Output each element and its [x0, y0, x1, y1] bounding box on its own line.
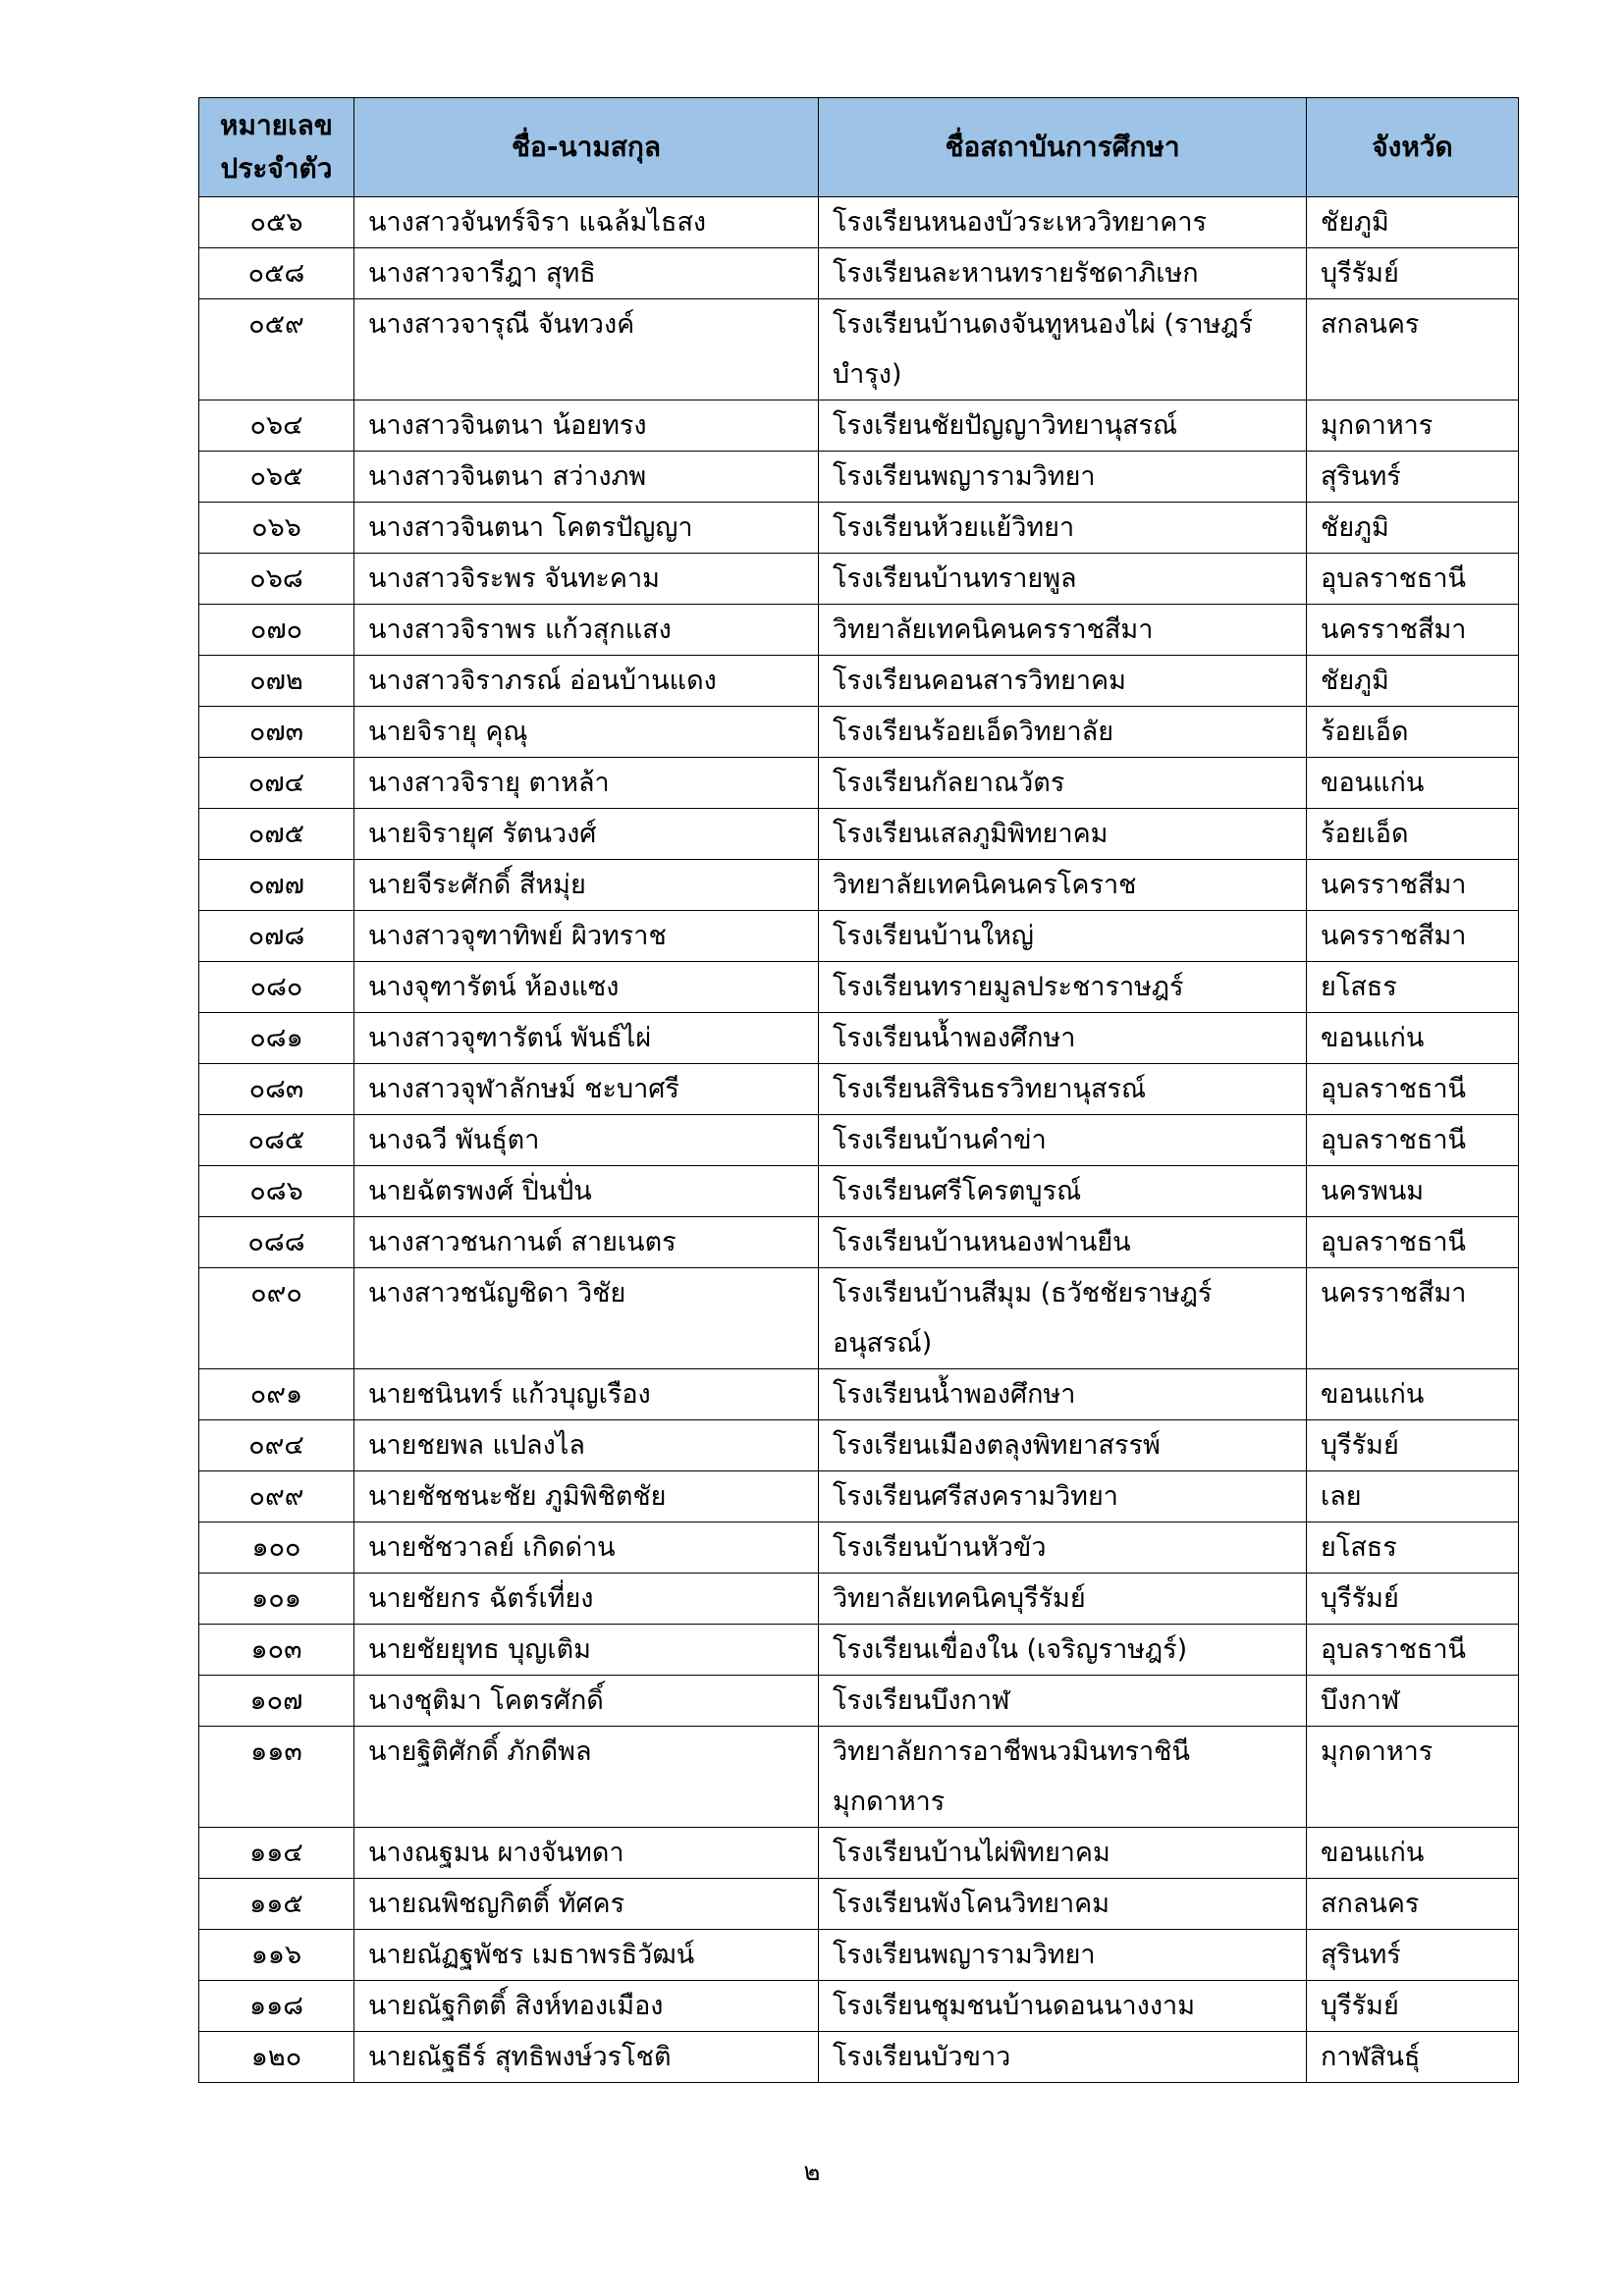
province-cell: อุบลราชธานี — [1307, 1115, 1519, 1166]
province-cell: มุกดาหาร — [1307, 400, 1519, 452]
id-cell: ๐๗๗ — [199, 860, 354, 911]
school-cell: โรงเรียนน้ำพองศึกษา — [819, 1013, 1307, 1064]
name-cell: นายชัชชนะชัย ภูมิพิชิตชัย — [354, 1471, 819, 1522]
school-cell: โรงเรียนบ้านทรายพูล — [819, 554, 1307, 605]
id-cell: ๑๒๐ — [199, 2032, 354, 2083]
school-cell: โรงเรียนชุมชนบ้านดอนนางงาม — [819, 1981, 1307, 2032]
table-body — [199, 197, 1519, 2083]
id-cell: ๐๖๔ — [199, 400, 354, 452]
name-cell: นางสาวจินตนา น้อยทรง — [354, 400, 819, 452]
id-cell: ๐๘๐ — [199, 962, 354, 1013]
table-row — [199, 1268, 1519, 1369]
province-cell: ขอนแก่น — [1307, 758, 1519, 809]
school-cell: โรงเรียนพญารามวิทยา — [819, 452, 1307, 503]
table-row — [199, 758, 1519, 809]
table-row — [199, 2032, 1519, 2083]
school-cell: โรงเรียนสิรินธรวิทยานุสรณ์ — [819, 1064, 1307, 1115]
table-row — [199, 197, 1519, 248]
table-row — [199, 299, 1519, 400]
name-cell: นางจุฑารัตน์ ห้องแซง — [354, 962, 819, 1013]
province-cell: บึงกาฬ — [1307, 1676, 1519, 1727]
table-row — [199, 503, 1519, 554]
table-row — [199, 1930, 1519, 1981]
name-cell: นายจิรายุ คุณุ — [354, 707, 819, 758]
table-row — [199, 1471, 1519, 1522]
id-cell: ๐๖๖ — [199, 503, 354, 554]
table-row — [199, 248, 1519, 299]
id-cell: ๑๑๘ — [199, 1981, 354, 2032]
province-cell: บุรีรัมย์ — [1307, 248, 1519, 299]
id-cell: ๑๑๕ — [199, 1879, 354, 1930]
name-cell: นางสาวจันทร์จิรา แฉล้มไธสง — [354, 197, 819, 248]
table-row — [199, 1625, 1519, 1676]
name-cell: นายฐิติศักดิ์ ภักดีพล — [354, 1727, 819, 1828]
id-cell: ๑๑๓ — [199, 1727, 354, 1828]
school-cell: โรงเรียนบ้านดงจันทูหนองไผ่ (ราษฎร์บำรุง) — [819, 299, 1307, 400]
province-cell: ขอนแก่น — [1307, 1369, 1519, 1420]
table-row — [199, 1828, 1519, 1879]
id-cell: ๐๖๘ — [199, 554, 354, 605]
school-cell: วิทยาลัยการอาชีพนวมินทราชินี มุกดาหาร — [819, 1727, 1307, 1828]
province-cell: อุบลราชธานี — [1307, 1625, 1519, 1676]
id-cell: ๐๗๕ — [199, 809, 354, 860]
table-row — [199, 1727, 1519, 1828]
table-row — [199, 860, 1519, 911]
table-row — [199, 1369, 1519, 1420]
school-cell: โรงเรียนน้ำพองศึกษา — [819, 1369, 1307, 1420]
province-cell: ยโสธร — [1307, 1522, 1519, 1574]
table-row — [199, 911, 1519, 962]
name-cell: นายณัฐธีร์ สุทธิพงษ์วรโชติ — [354, 2032, 819, 2083]
id-cell: ๑๐๗ — [199, 1676, 354, 1727]
name-cell: นางสาวจุฑาทิพย์ ผิวทราช — [354, 911, 819, 962]
school-cell: โรงเรียนศรีโครตบูรณ์ — [819, 1166, 1307, 1217]
table-row — [199, 656, 1519, 707]
name-cell: นางสาวจิราภรณ์ อ่อนบ้านแดง — [354, 656, 819, 707]
table-row — [199, 452, 1519, 503]
school-cell: โรงเรียนละหานทรายรัชดาภิเษก — [819, 248, 1307, 299]
id-cell: ๐๗๘ — [199, 911, 354, 962]
registration-list — [198, 97, 1518, 2083]
table-row — [199, 1013, 1519, 1064]
id-cell: ๐๗๐ — [199, 605, 354, 656]
school-cell: โรงเรียนบ้านคำข่า — [819, 1115, 1307, 1166]
province-cell: กาฬสินธุ์ — [1307, 2032, 1519, 2083]
school-cell: โรงเรียนห้วยแย้วิทยา — [819, 503, 1307, 554]
name-cell: นายชัยกร ฉัตร์เที่ยง — [354, 1574, 819, 1625]
id-cell: ๐๙๐ — [199, 1268, 354, 1369]
province-cell: อุบลราชธานี — [1307, 1217, 1519, 1268]
id-cell: ๑๐๐ — [199, 1522, 354, 1574]
school-cell: โรงเรียนบัวขาว — [819, 2032, 1307, 2083]
name-cell: นางสาวจารุณี จันทวงค์ — [354, 299, 819, 400]
id-cell: ๐๙๔ — [199, 1420, 354, 1471]
table-row — [199, 1574, 1519, 1625]
province-cell: ร้อยเอ็ด — [1307, 707, 1519, 758]
name-cell: นายชยพล แปลงไล — [354, 1420, 819, 1471]
id-cell: ๐๙๑ — [199, 1369, 354, 1420]
province-cell: นครพนม — [1307, 1166, 1519, 1217]
participant-table — [198, 97, 1519, 2083]
name-cell: นายณัฏฐพัชร เมธาพรธิวัฒน์ — [354, 1930, 819, 1981]
province-cell: บุรีรัมย์ — [1307, 1574, 1519, 1625]
id-cell: ๐๘๖ — [199, 1166, 354, 1217]
name-cell: นางสาวจุฑารัตน์ พันธ์ไผ่ — [354, 1013, 819, 1064]
id-cell: ๐๕๙ — [199, 299, 354, 400]
name-cell: นางสาวจิระพร จันทะคาม — [354, 554, 819, 605]
name-cell: นายณัฐกิตติ์ สิงห์ทองเมือง — [354, 1981, 819, 2032]
school-cell: โรงเรียนบ้านหนองฟานยืน — [819, 1217, 1307, 1268]
table-row — [199, 1064, 1519, 1115]
school-cell: โรงเรียนบ้านหัวขัว — [819, 1522, 1307, 1574]
name-cell: นายชัยยุทธ บุญเติม — [354, 1625, 819, 1676]
name-cell: นางสาวจุฬาลักษม์ ชะบาศรี — [354, 1064, 819, 1115]
id-cell: ๐๘๑ — [199, 1013, 354, 1064]
school-cell: โรงเรียนคอนสารวิทยาคม — [819, 656, 1307, 707]
header-name: ชื่อ-นามสกุล — [354, 98, 819, 197]
province-cell: ร้อยเอ็ด — [1307, 809, 1519, 860]
table-row — [199, 1217, 1519, 1268]
name-cell: นางณฐมน ผางจันทดา — [354, 1828, 819, 1879]
province-cell: ขอนแก่น — [1307, 1013, 1519, 1064]
name-cell: นายฉัตรพงศ์ ปิ่นปั่น — [354, 1166, 819, 1217]
table-row — [199, 962, 1519, 1013]
name-cell: นายจีระศักดิ์ สีหมุ่ย — [354, 860, 819, 911]
school-cell: โรงเรียนกัลยาณวัตร — [819, 758, 1307, 809]
school-cell: โรงเรียนหนองบัวระเหววิทยาคาร — [819, 197, 1307, 248]
table-row — [199, 1115, 1519, 1166]
province-cell: นครราชสีมา — [1307, 1268, 1519, 1369]
province-cell: สุรินทร์ — [1307, 452, 1519, 503]
id-cell: ๐๕๘ — [199, 248, 354, 299]
province-cell: มุกดาหาร — [1307, 1727, 1519, 1828]
table-row — [199, 400, 1519, 452]
province-cell: อุบลราชธานี — [1307, 554, 1519, 605]
province-cell: สกลนคร — [1307, 299, 1519, 400]
province-cell: เลย — [1307, 1471, 1519, 1522]
province-cell: ชัยภูมิ — [1307, 197, 1519, 248]
name-cell: นางสาวชนัญชิดา วิชัย — [354, 1268, 819, 1369]
table-row — [199, 1981, 1519, 2032]
table-row — [199, 1420, 1519, 1471]
id-cell: ๑๐๓ — [199, 1625, 354, 1676]
school-cell: โรงเรียนเขื่องใน (เจริญราษฎร์) — [819, 1625, 1307, 1676]
name-cell: นางสาวจิราพร แก้วสุกแสง — [354, 605, 819, 656]
name-cell: นายชนินทร์ แก้วบุญเรือง — [354, 1369, 819, 1420]
province-cell: นครราชสีมา — [1307, 911, 1519, 962]
school-cell: วิทยาลัยเทคนิคนครราชสีมา — [819, 605, 1307, 656]
school-cell: โรงเรียนพญารามวิทยา — [819, 1930, 1307, 1981]
school-cell: วิทยาลัยเทคนิคนครโคราช — [819, 860, 1307, 911]
province-cell: ยโสธร — [1307, 962, 1519, 1013]
school-cell: วิทยาลัยเทคนิคบุรีรัมย์ — [819, 1574, 1307, 1625]
province-cell: สุรินทร์ — [1307, 1930, 1519, 1981]
id-cell: ๑๑๔ — [199, 1828, 354, 1879]
province-cell: ชัยภูมิ — [1307, 656, 1519, 707]
id-cell: ๐๗๒ — [199, 656, 354, 707]
id-cell: ๐๘๘ — [199, 1217, 354, 1268]
school-cell: โรงเรียนพังโคนวิทยาคม — [819, 1879, 1307, 1930]
id-cell: ๐๘๓ — [199, 1064, 354, 1115]
name-cell: นางฉวี พันธุ์ตา — [354, 1115, 819, 1166]
id-cell: ๐๖๕ — [199, 452, 354, 503]
school-cell: โรงเรียนทรายมูลประชาราษฎร์ — [819, 962, 1307, 1013]
table-header-row — [199, 98, 1519, 197]
province-cell: ชัยภูมิ — [1307, 503, 1519, 554]
table-row — [199, 707, 1519, 758]
table-row — [199, 605, 1519, 656]
header-school: ชื่อสถาบันการศึกษา — [819, 98, 1307, 197]
school-cell: โรงเรียนเสลภูมิพิทยาคม — [819, 809, 1307, 860]
table-row — [199, 1522, 1519, 1574]
header-province: จังหวัด — [1307, 98, 1519, 197]
page-number: ๒ — [803, 2158, 821, 2187]
id-cell: ๑๑๖ — [199, 1930, 354, 1981]
id-cell: ๐๗๔ — [199, 758, 354, 809]
province-cell: นครราชสีมา — [1307, 605, 1519, 656]
province-cell: บุรีรัมย์ — [1307, 1981, 1519, 2032]
id-cell: ๐๘๕ — [199, 1115, 354, 1166]
province-cell: นครราชสีมา — [1307, 860, 1519, 911]
province-cell: สกลนคร — [1307, 1879, 1519, 1930]
id-cell: ๐๕๖ — [199, 197, 354, 248]
province-cell: ขอนแก่น — [1307, 1828, 1519, 1879]
name-cell: นายชัชวาลย์ เกิดด่าน — [354, 1522, 819, 1574]
id-cell: ๑๐๑ — [199, 1574, 354, 1625]
school-cell: โรงเรียนเมืองตลุงพิทยาสรรพ์ — [819, 1420, 1307, 1471]
province-cell: อุบลราชธานี — [1307, 1064, 1519, 1115]
header-id: หมายเลข ประจำตัว — [199, 98, 354, 197]
table-row — [199, 809, 1519, 860]
name-cell: นายณพิชญกิตติ์ ทัศคร — [354, 1879, 819, 1930]
name-cell: นายจิรายุศ รัตนวงศ์ — [354, 809, 819, 860]
name-cell: นางสาวจิรายุ ตาหล้า — [354, 758, 819, 809]
school-cell: โรงเรียนบ้านใหญ่ — [819, 911, 1307, 962]
name-cell: นางสาวชนกานต์ สายเนตร — [354, 1217, 819, 1268]
table-row — [199, 554, 1519, 605]
name-cell: นางสาวจินตนา โคตรปัญญา — [354, 503, 819, 554]
name-cell: นางสาวจารีฎา สุทธิ — [354, 248, 819, 299]
school-cell: โรงเรียนร้อยเอ็ดวิทยาลัย — [819, 707, 1307, 758]
school-cell: โรงเรียนบึงกาฬ — [819, 1676, 1307, 1727]
table-row — [199, 1879, 1519, 1930]
province-cell: บุรีรัมย์ — [1307, 1420, 1519, 1471]
school-cell: โรงเรียนศรีสงครามวิทยา — [819, 1471, 1307, 1522]
name-cell: นางสาวจินตนา สว่างภพ — [354, 452, 819, 503]
id-cell: ๐๙๙ — [199, 1471, 354, 1522]
name-cell: นางชุติมา โคตรศักดิ์ — [354, 1676, 819, 1727]
table-row — [199, 1676, 1519, 1727]
school-cell: โรงเรียนบ้านสีมุม (ธวัชชัยราษฎร์อนุสรณ์) — [819, 1268, 1307, 1369]
table-row — [199, 1166, 1519, 1217]
school-cell: โรงเรียนชัยปัญญาวิทยานุสรณ์ — [819, 400, 1307, 452]
id-cell: ๐๗๓ — [199, 707, 354, 758]
school-cell: โรงเรียนบ้านไผ่พิทยาคม — [819, 1828, 1307, 1879]
